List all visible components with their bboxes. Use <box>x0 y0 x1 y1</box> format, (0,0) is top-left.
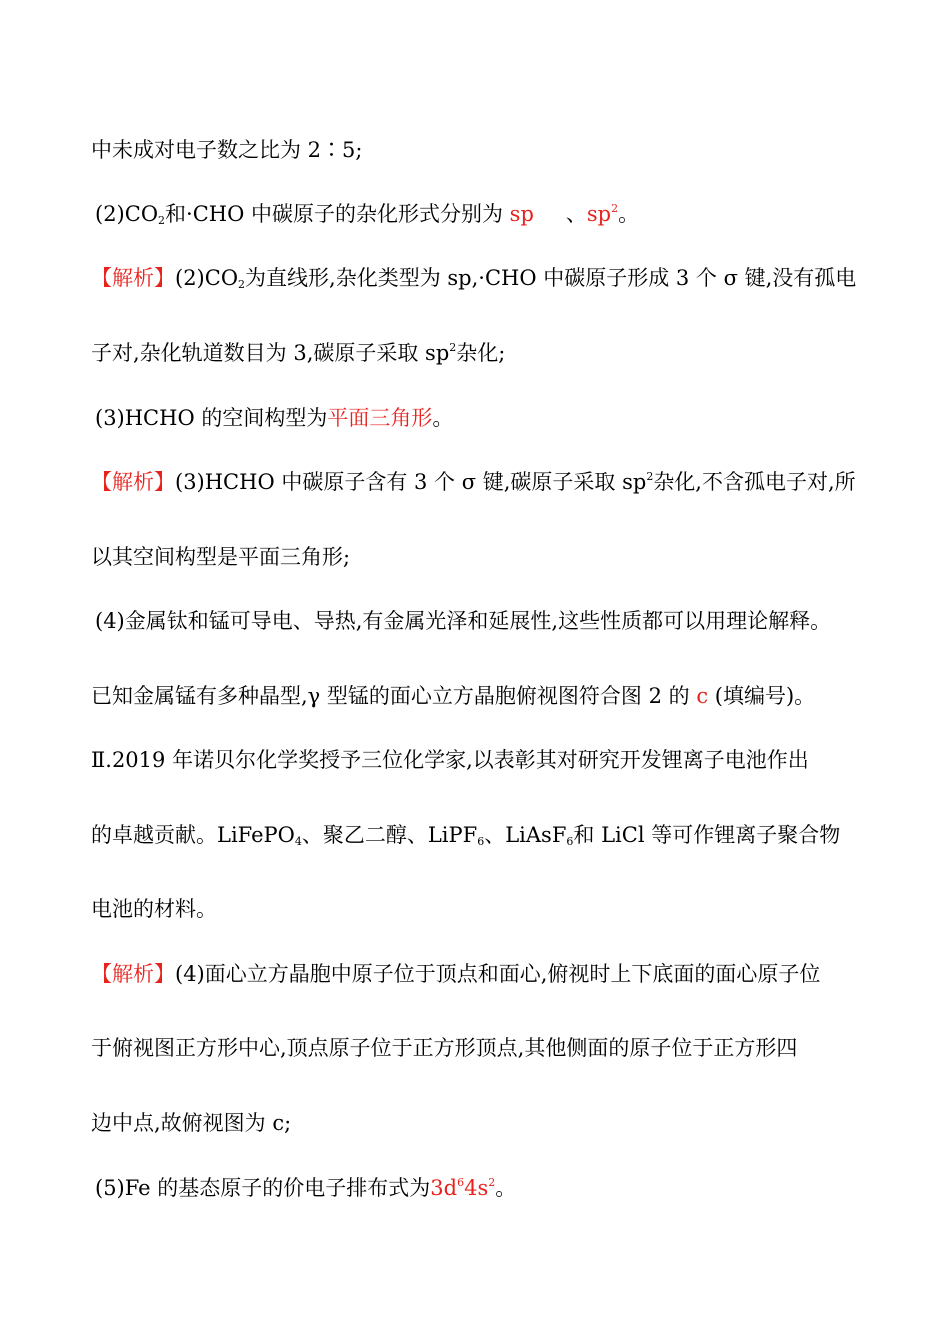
superscript: 2 <box>488 1176 496 1189</box>
subscript: 6 <box>566 835 574 848</box>
question-5 <box>95 1174 870 1202</box>
subscript: 4 <box>294 835 302 848</box>
text: (5)Fe 的基态原子的价电子排布式为 <box>95 1176 431 1200</box>
text-line <box>91 682 870 710</box>
text-line <box>91 1034 870 1062</box>
text: (4)面心立方晶胞中原子位于顶点和面心,俯视时上下底面的面心原子位 <box>175 962 821 986</box>
analysis-4 <box>91 960 870 988</box>
analysis-3 <box>91 468 870 496</box>
text: 边中点,故俯视图为 c; <box>91 1111 292 1135</box>
superscript: 2 <box>449 341 457 354</box>
answer: sp <box>509 202 534 226</box>
text: 于俯视图正方形中心,顶点原子位于正方形顶点,其他侧面的原子位于正方形四 <box>91 1036 798 1060</box>
text: 子对,杂化轨道数目为 3,碳原子采取 sp <box>91 341 450 365</box>
answer: 平面三角形 <box>327 406 433 430</box>
subscript: 6 <box>477 835 485 848</box>
analysis-label: 【解析】 <box>91 266 175 290</box>
answer: 4s <box>464 1176 489 1200</box>
question-3 <box>95 404 870 432</box>
superscript: 2 <box>646 470 654 483</box>
superscript: 2 <box>611 202 619 215</box>
text: 和·CHO 中碳原子的杂化形式分别为 <box>165 202 503 226</box>
answer: 3d <box>430 1176 458 1200</box>
subscript: 2 <box>158 214 166 227</box>
text: 已知金属锰有多种晶型,γ 型锰的面心立方晶胞俯视图符合图 2 的 <box>91 684 690 708</box>
text: 、LiAsF <box>484 823 567 847</box>
analysis-label: 【解析】 <box>91 962 175 986</box>
text-line <box>91 895 870 923</box>
answer: c <box>696 684 709 708</box>
text: (4)金属钛和锰可导电、导热,有金属光泽和延展性,这些性质都可以用理论解释。 <box>95 609 832 633</box>
text: 。 <box>495 1176 517 1200</box>
text-line <box>91 136 870 164</box>
text: (3)HCHO 中碳原子含有 3 个 σ 键,碳原子采取 sp <box>175 470 647 494</box>
superscript: 6 <box>457 1176 465 1189</box>
text: 的卓越贡献。LiFePO <box>91 823 295 847</box>
subscript: 2 <box>238 278 246 291</box>
text: 电池的材料。 <box>91 897 217 921</box>
text-line <box>91 543 870 571</box>
question-4 <box>95 607 910 635</box>
answer: sp <box>586 202 612 226</box>
text-line <box>91 821 870 849</box>
text-line <box>91 746 870 774</box>
text-line <box>91 1109 870 1137</box>
text: 、聚乙二醇、LiPF <box>301 823 478 847</box>
text: 。 <box>432 406 454 430</box>
analysis-label: 【解析】 <box>91 470 175 494</box>
text: 中未成对电子数之比为 2∶5; <box>91 138 363 162</box>
text: 杂化; <box>456 341 506 365</box>
text: 和 LiCl 等可作锂离子聚合物 <box>573 823 841 847</box>
text: 以其空间构型是平面三角形; <box>91 545 351 569</box>
text: 、 <box>565 202 587 226</box>
text: 为直线形,杂化类型为 sp,·CHO 中碳原子形成 3 个 σ 键,没有孤电 <box>245 266 857 290</box>
text: (3)HCHO 的空间构型为 <box>95 406 328 430</box>
text: 杂化,不含孤电子对,所 <box>653 470 856 494</box>
analysis-2 <box>91 264 870 292</box>
text: (2)CO <box>95 202 159 226</box>
question-2 <box>95 200 870 228</box>
text: 。 <box>618 202 640 226</box>
text-line <box>91 339 870 367</box>
text: Ⅱ.2019 年诺贝尔化学奖授予三位化学家,以表彰其对研究开发锂离子电池作出 <box>91 748 809 772</box>
text: (2)CO <box>175 266 239 290</box>
text: (填编号)。 <box>714 684 816 708</box>
